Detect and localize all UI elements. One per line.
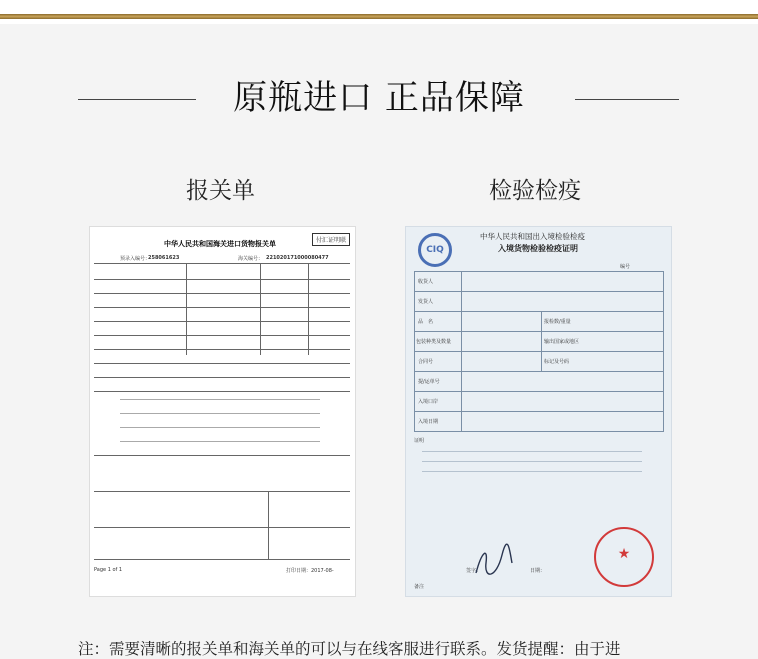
rule: [94, 455, 350, 456]
rule: [260, 263, 261, 355]
rule: [120, 427, 320, 428]
date-label: 日期：: [530, 568, 546, 574]
footer-note: 注：需要清晰的报关单和海关单的可以与在线客服进行联系。发货提醒：由于进: [78, 640, 621, 658]
remark-label: 证明: [414, 438, 425, 444]
cert-title: 入境货物检验检疫证明: [498, 244, 578, 253]
rule: [414, 431, 664, 432]
cert-no-label: 编号: [620, 264, 631, 270]
customs-no-label: 海关编号：: [238, 256, 264, 262]
row-label: 入境日期: [418, 419, 439, 425]
rule: [94, 321, 350, 322]
rule: [94, 491, 350, 492]
row-label: 包装种类及数量: [416, 339, 452, 345]
stamp-title: 付汇证明联: [312, 233, 350, 246]
signature-scribble: [472, 543, 516, 583]
row-label: 合同号: [418, 359, 434, 365]
customs-declaration-image: [89, 226, 356, 597]
rule: [422, 461, 642, 462]
rule: [120, 413, 320, 414]
col-label: 标记及号码: [544, 359, 570, 365]
row-label: 提/运单号: [418, 379, 440, 385]
rule: [94, 559, 350, 560]
row-label: 发货人: [418, 299, 434, 305]
rule: [268, 491, 269, 559]
rule: [94, 527, 350, 528]
customs-no: 221020171000080477: [266, 255, 329, 261]
rule: [94, 279, 350, 280]
row-label: 入境口岸: [418, 399, 439, 405]
rule: [120, 399, 320, 400]
top-bar: [0, 0, 758, 24]
customs-declaration-label: 报关单: [186, 178, 255, 204]
rule: [120, 441, 320, 442]
title-right-rule: [575, 99, 679, 100]
print-date: 打印日期：2017-08-: [286, 568, 334, 574]
row-label: 收货人: [418, 279, 434, 285]
rule: [414, 351, 664, 352]
inspection-quarantine-label: 检验检疫: [489, 178, 581, 204]
row-label: 品 名: [418, 319, 434, 325]
page-title: 原瓶进口 正品保障: [233, 78, 525, 118]
rule: [414, 371, 664, 372]
col-label: 输出国家或地区: [544, 339, 580, 345]
rule: [94, 391, 350, 392]
rule: [308, 263, 309, 355]
official-seal: ★: [594, 527, 654, 587]
rule: [414, 391, 664, 392]
rule: [422, 471, 642, 472]
doc-title: 中华人民共和国海关进口货物报关单: [164, 240, 276, 248]
rule: [422, 451, 642, 452]
page-number: Page 1 of 1: [94, 567, 123, 573]
rule: [414, 331, 664, 332]
rule: [414, 291, 664, 292]
org-title: 中华人民共和国出入境检验检疫: [480, 232, 585, 241]
entry-no-label: 预录入编号：: [120, 256, 151, 262]
rule: [94, 363, 350, 364]
note-label: 备注: [414, 584, 425, 590]
rule: [186, 263, 187, 355]
entry-no: 258061623: [148, 255, 180, 261]
rule: [541, 311, 542, 371]
rule: [94, 349, 350, 350]
rule: [94, 335, 350, 336]
gold-divider: [0, 14, 758, 19]
rule: [414, 311, 664, 312]
rule: [94, 293, 350, 294]
rule: [94, 263, 350, 264]
rule: [414, 271, 664, 272]
col-label: 报检数/重量: [544, 319, 571, 325]
rule: [414, 411, 664, 412]
rule: [94, 377, 350, 378]
ciq-logo: CIQ: [418, 233, 452, 267]
inspection-certificate-image: [405, 226, 672, 597]
sign-label: 签字：: [466, 568, 482, 574]
rule: [94, 307, 350, 308]
